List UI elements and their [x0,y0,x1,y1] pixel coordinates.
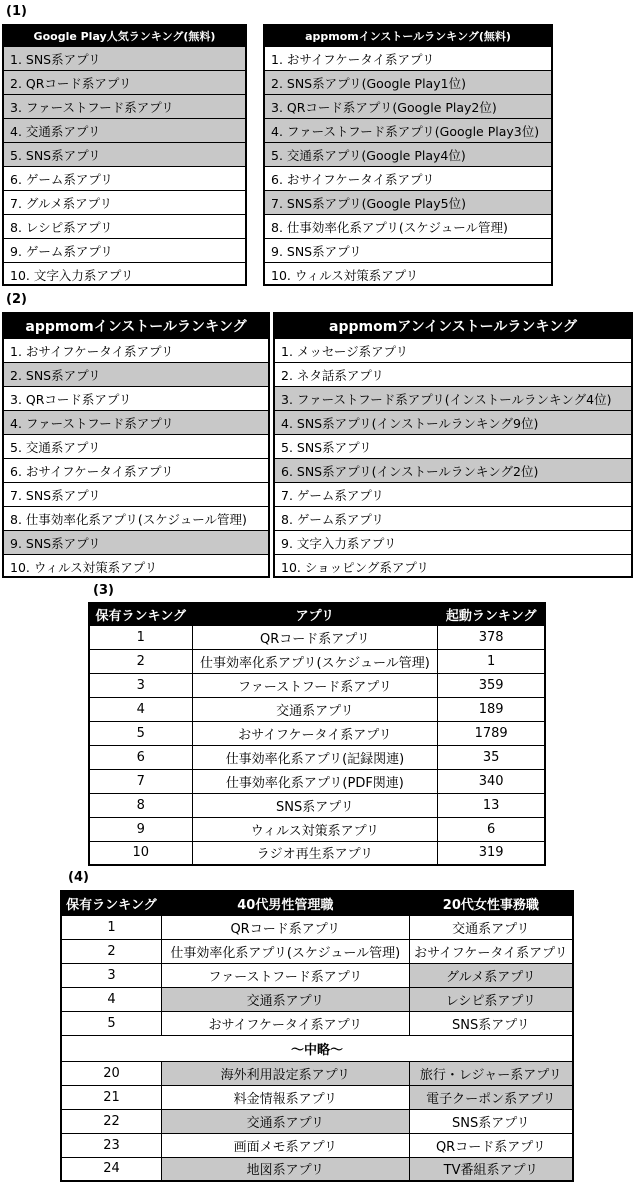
list-item: 10. ウィルス対策系アプリ [265,262,551,286]
app-cell: QRコード系アプリ [192,625,438,649]
female-20s-app-cell: 旅行・レジャー系アプリ [409,1061,573,1085]
male-40s-app-cell: 料金情報系アプリ [161,1085,409,1109]
list-item: 4. ファーストフード系アプリ(Google Play3位) [265,118,551,142]
table-title: appmomアンインストールランキング [275,314,631,338]
launch-rank-cell: 340 [438,769,545,793]
table-row [89,769,545,793]
table-title: Google Play人気ランキング(無料) [4,26,245,46]
appmom-install-free-table [263,24,553,286]
female-20s-app-cell: SNS系アプリ [409,1011,573,1035]
list-item: 3. QRコード系アプリ(Google Play2位) [265,94,551,118]
ownership-rank-cell: 4 [89,697,192,721]
header-launch-rank: 起動ランキング [438,603,545,625]
ownership-rank-cell: 1 [61,915,161,939]
male-40s-app-cell: 仕事効率化系アプリ(スケジュール管理) [161,939,409,963]
app-cell: ラジオ再生系アプリ [192,841,438,865]
table-title: appmomインストールランキング(無料) [265,26,551,46]
launch-rank-cell: 6 [438,817,545,841]
ownership-rank-cell: 3 [89,673,192,697]
app-cell: ファーストフード系アプリ [192,673,438,697]
male-40s-app-cell: 交通系アプリ [161,1109,409,1133]
table-row [61,939,573,963]
list-item: 7. ゲーム系アプリ [275,482,631,506]
ownership-rank-cell: 22 [61,1109,161,1133]
ownership-rank-cell: 4 [61,987,161,1011]
male-40s-app-cell: おサイフケータイ系アプリ [161,1011,409,1035]
header-ownership-rank: 保有ランキング [61,891,161,915]
list-item: 3. QRコード系アプリ [4,386,268,410]
list-item: 1. おサイフケータイ系アプリ [265,46,551,70]
ownership-rank-cell: 24 [61,1157,161,1181]
list-item: 5. SNS系アプリ [275,434,631,458]
female-20s-app-cell: QRコード系アプリ [409,1133,573,1157]
table-row [61,1085,573,1109]
omitted-label: ～中略～ [61,1035,573,1061]
app-cell: 仕事効率化系アプリ(スケジュール管理) [192,649,438,673]
ownership-rank-cell: 1 [89,625,192,649]
section-label-2: (2) [6,292,27,307]
appmom-uninstall-table [273,312,633,578]
female-20s-app-cell: TV番組系アプリ [409,1157,573,1181]
ownership-rank-cell: 9 [89,817,192,841]
omitted-row [61,1035,573,1061]
male-40s-app-cell: 画面メモ系アプリ [161,1133,409,1157]
list-item: 2. SNS系アプリ [4,362,268,386]
list-item: 4. SNS系アプリ(インストールランキング9位) [275,410,631,434]
ownership-rank-cell: 3 [61,963,161,987]
ownership-rank-cell: 23 [61,1133,161,1157]
table-row [61,915,573,939]
list-item: 10. ウィルス対策系アプリ [4,554,268,578]
app-cell: ウィルス対策系アプリ [192,817,438,841]
ownership-rank-cell: 21 [61,1085,161,1109]
female-20s-app-cell: おサイフケータイ系アプリ [409,939,573,963]
female-20s-app-cell: レシピ系アプリ [409,987,573,1011]
google-play-ranking-table [2,24,247,286]
list-item: 8. レシピ系アプリ [4,214,245,238]
list-item: 9. SNS系アプリ [265,238,551,262]
table-row [61,1061,573,1085]
launch-rank-cell: 1 [438,649,545,673]
app-cell: 交通系アプリ [192,697,438,721]
list-item: 10. 文字入力系アプリ [4,262,245,286]
table-row [61,963,573,987]
ownership-rank-cell: 2 [61,939,161,963]
list-item: 6. SNS系アプリ(インストールランキング2位) [275,458,631,482]
table-row [61,1133,573,1157]
launch-rank-cell: 359 [438,673,545,697]
list-item: 6. ゲーム系アプリ [4,166,245,190]
table-row [89,625,545,649]
male-40s-app-cell: 海外利用設定系アプリ [161,1061,409,1085]
list-item: 3. ファーストフード系アプリ [4,94,245,118]
list-item: 9. ゲーム系アプリ [4,238,245,262]
list-item: 1. メッセージ系アプリ [275,338,631,362]
list-item: 10. ショッピング系アプリ [275,554,631,578]
launch-rank-cell: 35 [438,745,545,769]
demographic-ranking-table [60,890,574,1182]
header-app: アプリ [192,603,438,625]
ownership-rank-cell: 2 [89,649,192,673]
ownership-launch-ranking-table [88,602,546,866]
list-item: 3. ファーストフード系アプリ(インストールランキング4位) [275,386,631,410]
launch-rank-cell: 319 [438,841,545,865]
male-40s-app-cell: 交通系アプリ [161,987,409,1011]
list-item: 4. ファーストフード系アプリ [4,410,268,434]
male-40s-app-cell: 地図系アプリ [161,1157,409,1181]
section-label-1: (1) [6,4,27,19]
list-item: 7. SNS系アプリ [4,482,268,506]
app-cell: おサイフケータイ系アプリ [192,721,438,745]
male-40s-app-cell: ファーストフード系アプリ [161,963,409,987]
table-row [89,745,545,769]
list-item: 6. おサイフケータイ系アプリ [4,458,268,482]
list-item: 8. ゲーム系アプリ [275,506,631,530]
list-item: 7. SNS系アプリ(Google Play5位) [265,190,551,214]
table-row [61,987,573,1011]
list-item: 8. 仕事効率化系アプリ(スケジュール管理) [4,506,268,530]
list-item: 5. SNS系アプリ [4,142,245,166]
launch-rank-cell: 378 [438,625,545,649]
header-female-20s-clerk: 20代女性事務職 [409,891,573,915]
list-item: 6. おサイフケータイ系アプリ [265,166,551,190]
female-20s-app-cell: SNS系アプリ [409,1109,573,1133]
table-row [89,673,545,697]
table-row [89,793,545,817]
table-row [89,649,545,673]
app-cell: SNS系アプリ [192,793,438,817]
list-item: 1. SNS系アプリ [4,46,245,70]
female-20s-app-cell: 電子クーポン系アプリ [409,1085,573,1109]
ownership-rank-cell: 8 [89,793,192,817]
app-cell: 仕事効率化系アプリ(記録関連) [192,745,438,769]
table-row [89,697,545,721]
male-40s-app-cell: QRコード系アプリ [161,915,409,939]
list-item: 9. SNS系アプリ [4,530,268,554]
list-item: 7. グルメ系アプリ [4,190,245,214]
table-title: appmomインストールランキング [4,314,268,338]
header-ownership-rank: 保有ランキング [89,603,192,625]
list-item: 5. 交通系アプリ(Google Play4位) [265,142,551,166]
table-row [89,721,545,745]
table-row [89,841,545,865]
table-row [61,1157,573,1181]
female-20s-app-cell: 交通系アプリ [409,915,573,939]
list-item: 4. 交通系アプリ [4,118,245,142]
list-item: 5. 交通系アプリ [4,434,268,458]
ownership-rank-cell: 7 [89,769,192,793]
launch-rank-cell: 1789 [438,721,545,745]
ownership-rank-cell: 5 [61,1011,161,1035]
ownership-rank-cell: 20 [61,1061,161,1085]
list-item: 1. おサイフケータイ系アプリ [4,338,268,362]
launch-rank-cell: 189 [438,697,545,721]
launch-rank-cell: 13 [438,793,545,817]
table-row [89,817,545,841]
list-item: 2. SNS系アプリ(Google Play1位) [265,70,551,94]
list-item: 2. QRコード系アプリ [4,70,245,94]
header-male-40s-manager: 40代男性管理職 [161,891,409,915]
table-row [61,1011,573,1035]
ownership-rank-cell: 5 [89,721,192,745]
ownership-rank-cell: 10 [89,841,192,865]
list-item: 8. 仕事効率化系アプリ(スケジュール管理) [265,214,551,238]
ownership-rank-cell: 6 [89,745,192,769]
list-item: 2. ネタ話系アプリ [275,362,631,386]
female-20s-app-cell: グルメ系アプリ [409,963,573,987]
appmom-install-table [2,312,270,578]
table-row [61,1109,573,1133]
app-cell: 仕事効率化系アプリ(PDF関連) [192,769,438,793]
list-item: 9. 文字入力系アプリ [275,530,631,554]
section-label-4: (4) [68,870,89,885]
section-label-3: (3) [93,583,114,598]
